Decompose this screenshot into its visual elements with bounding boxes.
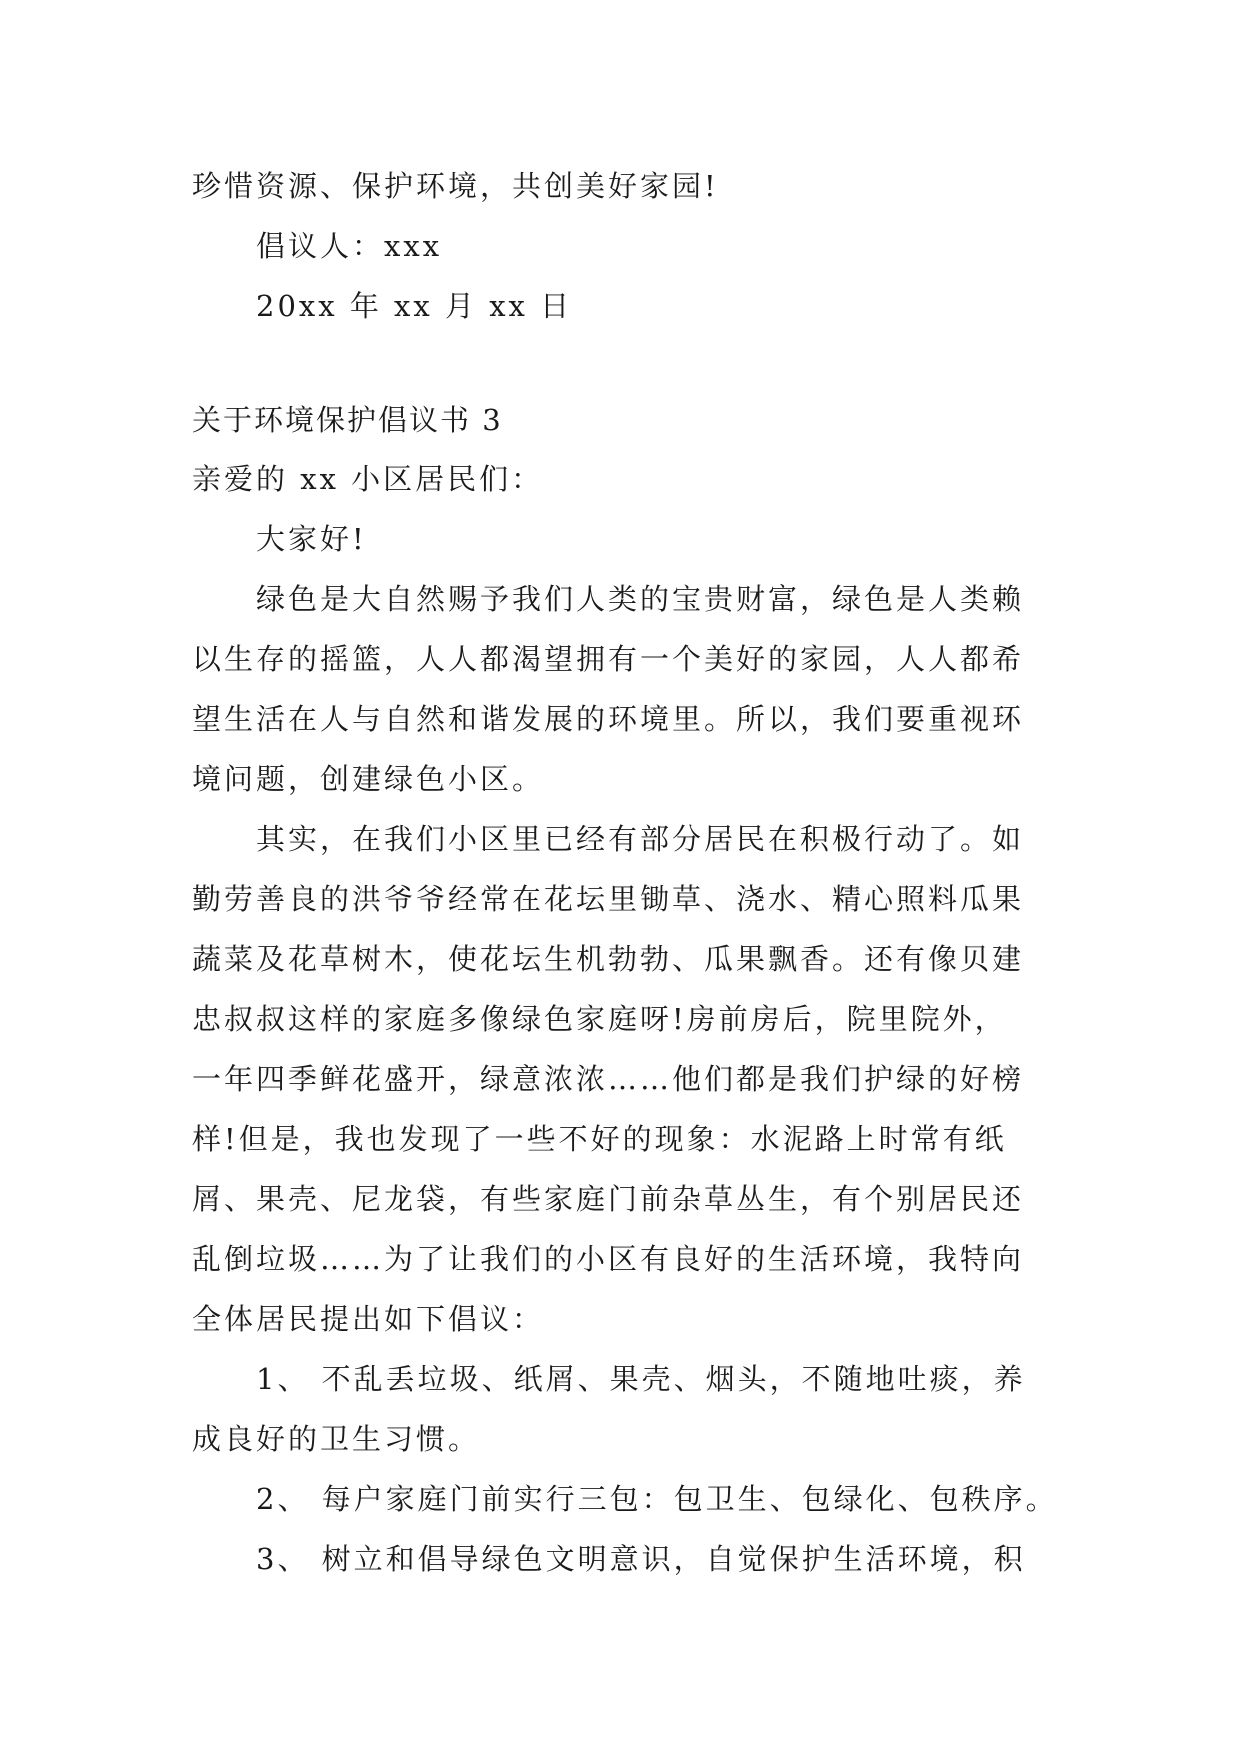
paragraph-line: 忠叔叔这样的家庭多像绿色家庭呀!房前房后，院里院外， bbox=[192, 1002, 1007, 1036]
paragraph-line: 绿色是大自然赐予我们人类的宝贵财富，绿色是人类赖 bbox=[256, 582, 1025, 616]
salutation: 亲爱的 xx 小区居民们： bbox=[192, 462, 544, 496]
paragraph-line: 境问题，创建绿色小区。 bbox=[192, 762, 545, 796]
signer-line: 倡议人：xxx bbox=[256, 229, 443, 263]
paragraph-line: 屑、果壳、尼龙袋，有些家庭门前杂草丛生，有个别居民还 bbox=[192, 1182, 1025, 1216]
list-item: 2、 每户家庭门前实行三包：包卫生、包绿化、包秩序。 bbox=[256, 1482, 1058, 1516]
section-title: 关于环境保护倡议书 3 bbox=[192, 403, 503, 437]
list-item: 3、 树立和倡导绿色文明意识，自觉保护生活环境，积 bbox=[256, 1542, 1026, 1576]
closing-slogan: 珍惜资源、保护环境，共创美好家园! bbox=[192, 169, 719, 203]
paragraph-line: 全体居民提出如下倡议： bbox=[192, 1302, 545, 1336]
paragraph-line: 一年四季鲜花盛开，绿意浓浓……他们都是我们护绿的好榜 bbox=[192, 1062, 1025, 1096]
paragraph-line: 蔬菜及花草树木，使花坛生机勃勃、瓜果飘香。还有像贝建 bbox=[192, 942, 1025, 976]
paragraph-line: 乱倒垃圾……为了让我们的小区有良好的生活环境，我特向 bbox=[192, 1242, 1025, 1276]
paragraph-line: 勤劳善良的洪爷爷经常在花坛里锄草、浇水、精心照料瓜果 bbox=[192, 882, 1025, 916]
greeting: 大家好! bbox=[256, 522, 367, 556]
paragraph-line: 样!但是，我也发现了一些不好的现象：水泥路上时常有纸 bbox=[192, 1122, 1007, 1156]
paragraph-line: 望生活在人与自然和谐发展的环境里。所以，我们要重视环 bbox=[192, 702, 1025, 736]
list-item-continuation: 成良好的卫生习惯。 bbox=[192, 1422, 481, 1456]
date-line: 20xx 年 xx 月 xx 日 bbox=[256, 289, 573, 323]
paragraph-line: 其实，在我们小区里已经有部分居民在积极行动了。如 bbox=[256, 822, 1025, 856]
list-item: 1、 不乱丢垃圾、纸屑、果壳、烟头，不随地吐痰，养 bbox=[256, 1362, 1026, 1396]
paragraph-line: 以生存的摇篮，人人都渴望拥有一个美好的家园，人人都希 bbox=[192, 642, 1025, 676]
